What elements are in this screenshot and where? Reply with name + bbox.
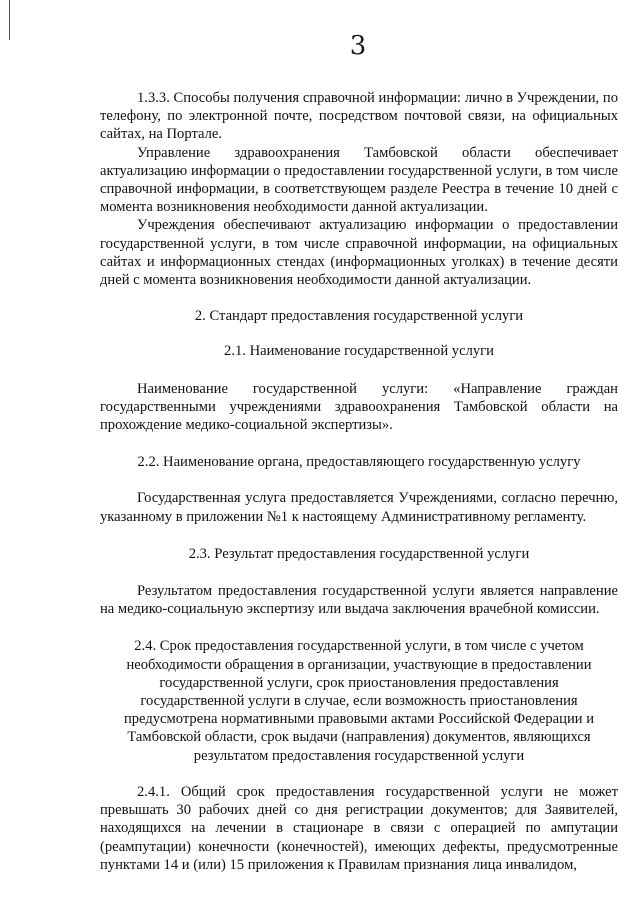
paragraph-2-4-1: 2.4.1. Общий срок предоставления государственной услуги не может превышать 30 рабочих дней со дня регистрации документов; для Заявителей, находящихся на лечении в стационаре в связи с операцией по ампутации (реампутации) конечности (конечностей), имеющих дефекты, предусмотренные пунктами 14 и (или) 15 приложения к Правилам признания лица инвалидом,	[100, 783, 618, 873]
document-body	[100, 89, 618, 874]
paragraph-institutions: Учреждения обеспечивают актуализацию информации о предоставлении государственной услуги, в том числе справочной информации, на официальных сайтах и информационных стендах (информационных уголках) в течение десяти дней с момента возникновения необходимости данной актуализации.	[100, 217, 618, 289]
section-heading-2-4: 2.4. Срок предоставления государственной услуги, в том числе с учетом необходимости обращения в организации, участвующие в предоставлении государственной услуги, срок приостановления предоставления государственной услуги в случае, если возможность приостановления предусмотрена нормативными правовыми актами Российской Федерации и Тамбовской области, срок выдачи (направления) документов, являющихся результатом предоставления государственной услуги	[123, 638, 595, 764]
paragraph-health-department: Управление здравоохранения Тамбовской области обеспечивает актуализацию информации о предоставлении государственной услуги, в том числе справочной информации, в соответствующем разделе Реестра в течение 10 дней с момента возникновения необходимости данной актуализации.	[100, 144, 618, 216]
paragraph-service-result: Результатом предоставления государственной услуги является направление на медико-социальную экспертизу или выдача заключения врачебной комиссии.	[100, 583, 618, 618]
paragraph-service-provider: Государственная услуга предоставляется Учреждениями, согласно перечню, указанному в приложении №1 к настоящему Административному регламенту.	[100, 490, 618, 525]
page-number: 3	[349, 31, 367, 61]
paragraph-1-3-3: 1.3.3. Способы получения справочной информации: лично в Учреждении, по телефону, по электронной почте, посредством почтовой связи, на официальных сайтах, на Портале.	[100, 90, 618, 143]
section-heading-2-3: 2.3. Результат предоставления государственной услуги	[188, 545, 530, 562]
section-heading-2: 2. Стандарт предоставления государственной услуги	[194, 308, 524, 325]
section-heading-2-1: 2.1. Наименование государственной услуги	[224, 343, 494, 360]
section-heading-2-2: 2.2. Наименование органа, предоставляющего государственную услугу	[137, 454, 581, 471]
paragraph-service-name: Наименование государственной услуги: «Направление граждан государственными учреждениями здравоохранения Тамбовской области на прохождение медико-социальной экспертизы».	[100, 380, 618, 434]
